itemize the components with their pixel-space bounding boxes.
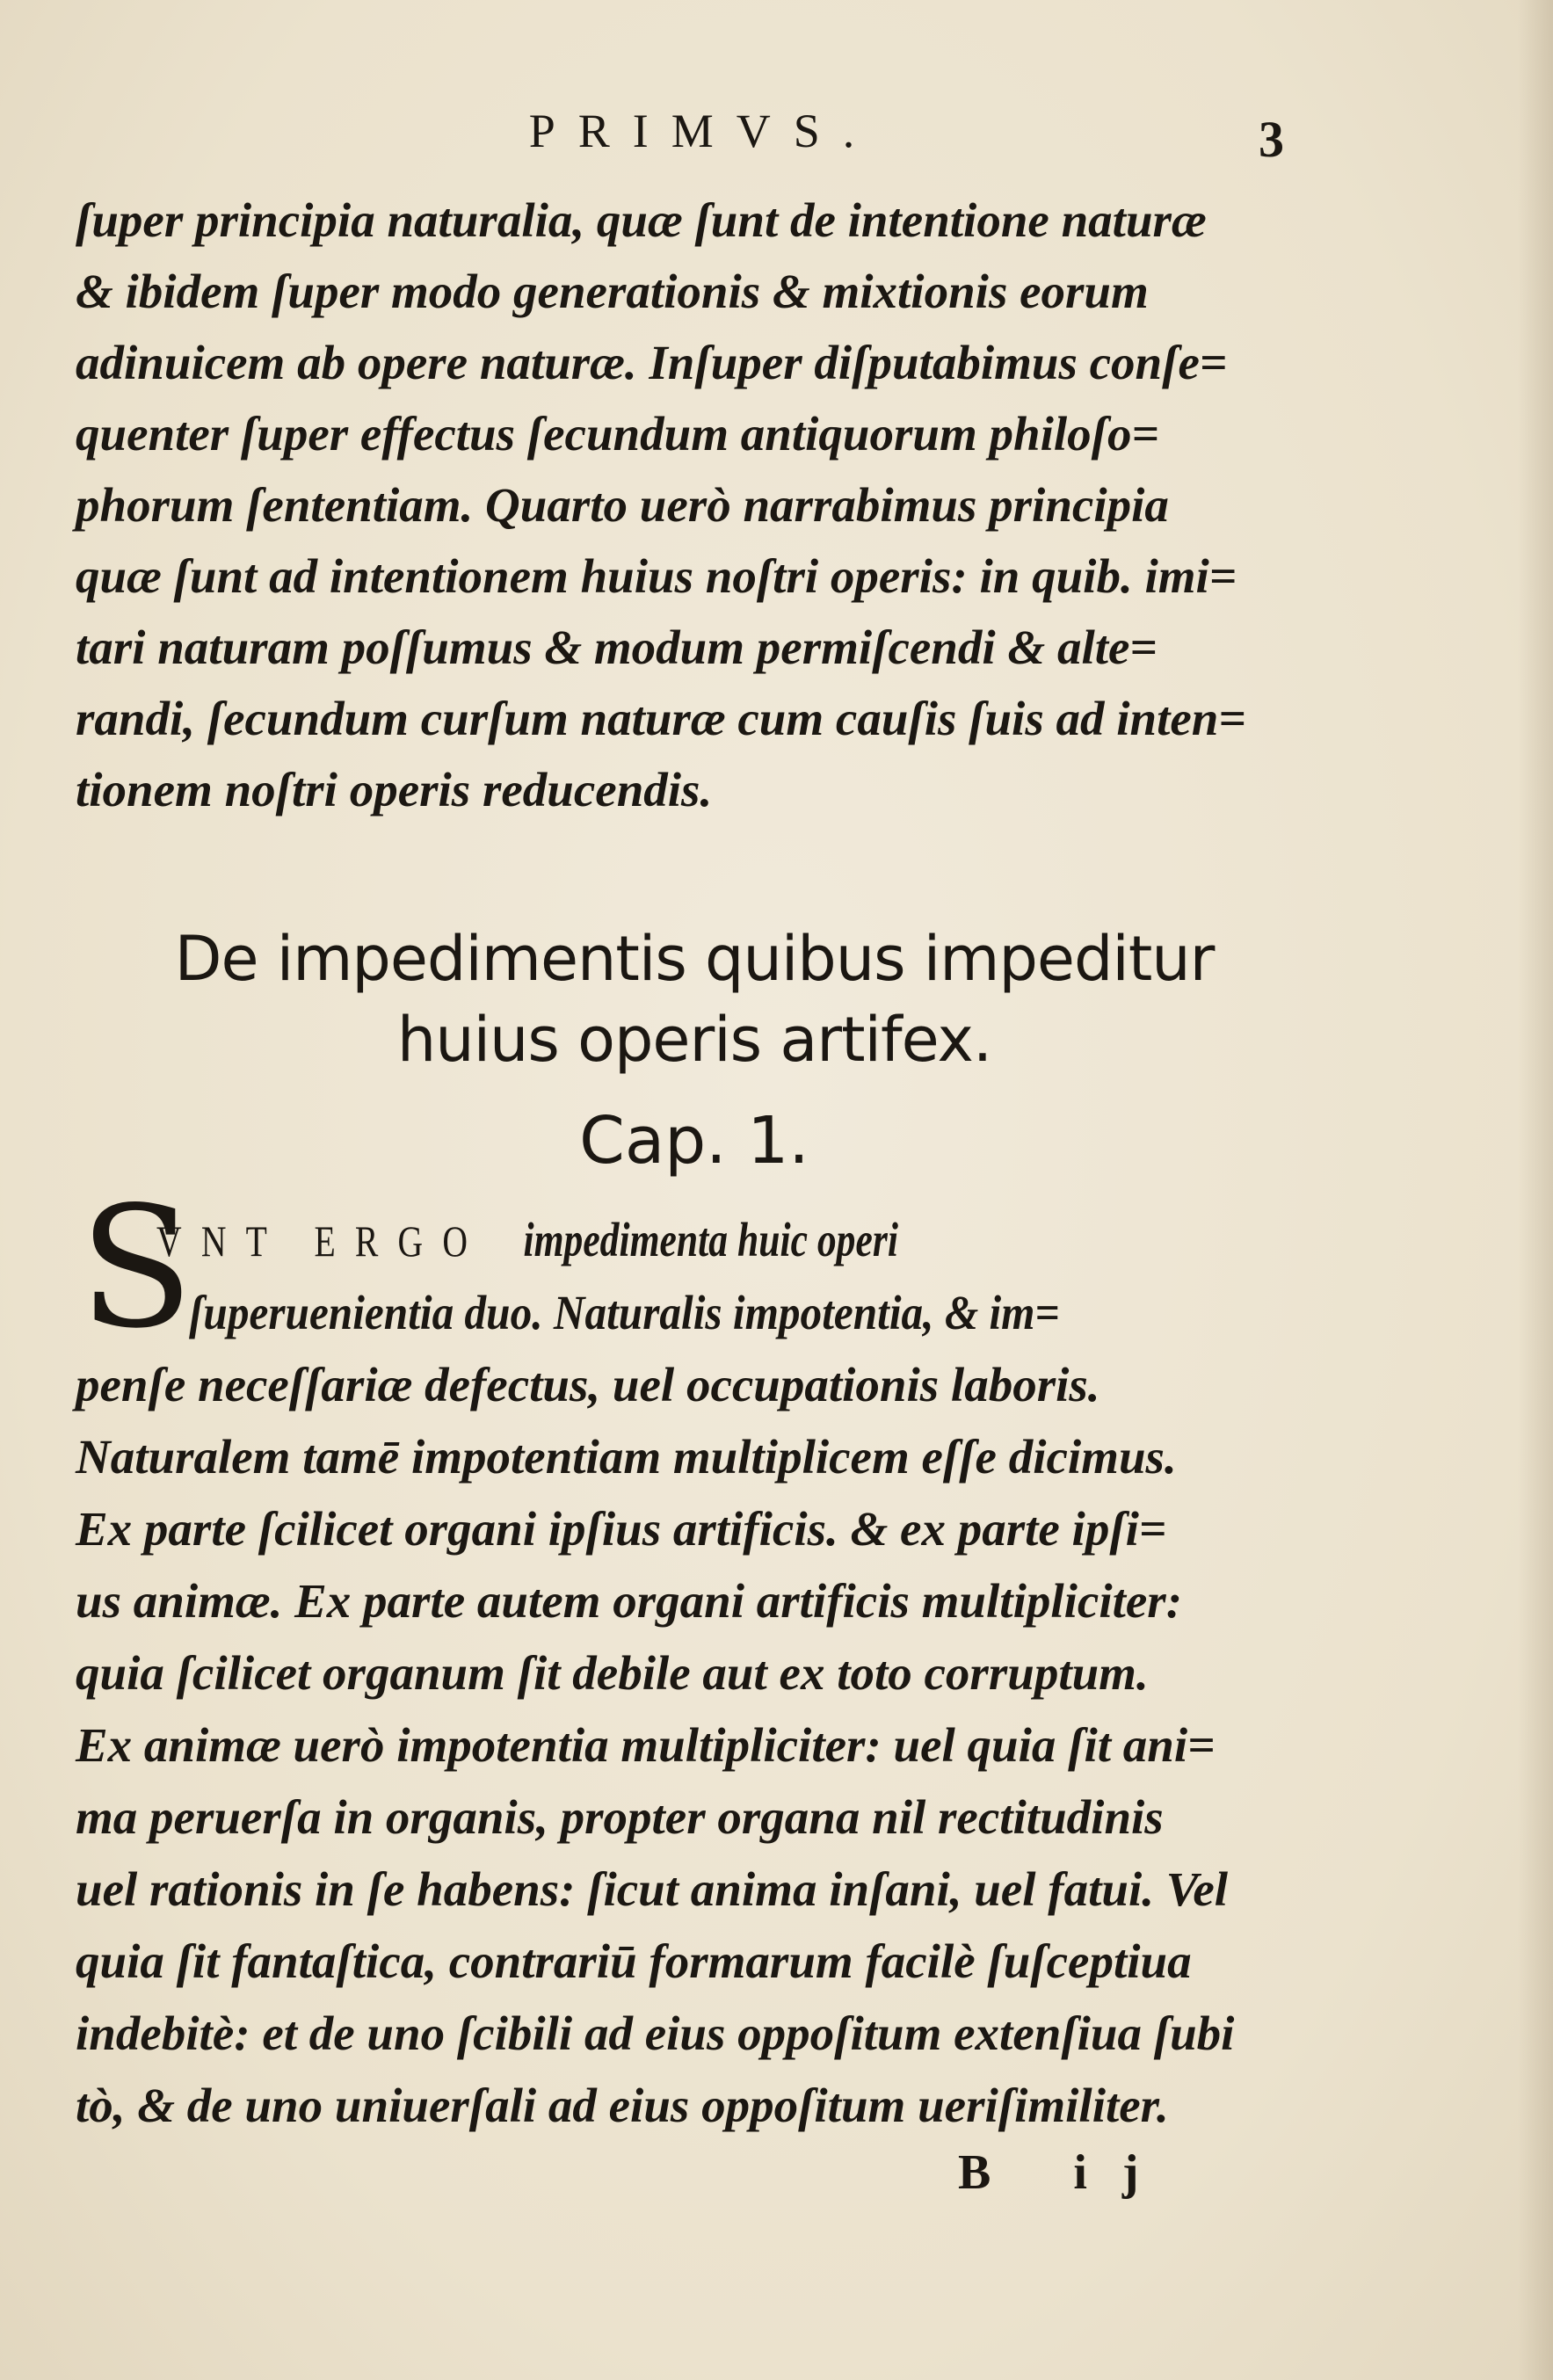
text-line: Ex animæ uerò impotentia multipliciter: uel quia ſit ani= (76, 1718, 1216, 1772)
first-line-rest: impedimenta huic operi (523, 1213, 898, 1266)
text-line: penſe neceſſariæ defectus, uel occupationis laboris. (76, 1358, 1100, 1411)
chapter-heading-line: huius operis artifex. (396, 1004, 992, 1076)
chapter-number: Cap. 1. (579, 1103, 809, 1179)
page-edge-shadow (1518, 0, 1553, 2380)
text-line: tò, & de uno uniuerſali ad eius oppoſitum ueriſimiliter. (76, 2079, 1169, 2132)
text-line: randi, ſecundum curſum naturæ cum cauſis ſuis ad inten= (76, 692, 1246, 745)
text-line: quæ ſunt ad intentionem huius noſtri operis: in quib. imi= (76, 549, 1237, 603)
text-line: tionem noſtri operis reducendis. (76, 763, 713, 816)
text-line: tari naturam poſſumus & modum permiſcendi & alte= (76, 620, 1157, 674)
paragraph-chapter-body (76, 1204, 1288, 2142)
text-line: ma peruerſa in organis, propter organa nil rectitudinis (76, 1790, 1164, 1844)
text-line: quia ſit fantaſtica, contrariū formarum facilè ſuſceptiua (76, 1934, 1192, 1988)
chapter-heading-line: De impedimentis quibus impeditur (174, 923, 1215, 995)
drop-cap: S (79, 1171, 194, 1365)
paragraph-intro (76, 185, 1288, 825)
text-line: us animæ. Ex parte autem organi artificis multipliciter: (76, 1574, 1183, 1628)
text-line (76, 1204, 1037, 1277)
text-line: ſuperuenientia duo. Naturalis impotentia, & im= (189, 1286, 1060, 1339)
text-line: phorum ſententiam. Quarto uerò narrabimus principia (76, 478, 1169, 532)
first-words: VNT ERGO (156, 1216, 488, 1266)
text-line: indebitè: et de uno ſcibili ad eius oppoſitum extenſiua ſubi (76, 2006, 1235, 2060)
text-line: ſuper principia naturalia, quæ ſunt de intentione naturæ (76, 193, 1207, 247)
page-number: 3 (1259, 111, 1284, 168)
text-line: quenter ſuper effectus ſecundum antiquorum philoſo= (76, 407, 1159, 461)
running-head: PRIMVS. (528, 105, 878, 157)
text-line: & ibidem ſuper modo generationis & mixtionis eorum (76, 265, 1149, 318)
text-line: quia ſcilicet organum ſit debile aut ex toto corruptum. (76, 1646, 1149, 1700)
signature-mark: B ij (958, 2145, 1174, 2200)
chapter-heading (105, 918, 1283, 1080)
text-line: Naturalem tamē impotentiam multiplicem eſſe dicimus. (76, 1430, 1177, 1484)
text-line: Ex parte ſcilicet organi ipſius artificis. & ex parte ipſi= (76, 1502, 1167, 1556)
text-line: uel rationis in ſe habens: ſicut anima inſani, uel fatui. Vel (76, 1862, 1229, 1916)
text-line: adinuicem ab opere naturæ. Inſuper diſputabimus conſe= (76, 336, 1228, 389)
